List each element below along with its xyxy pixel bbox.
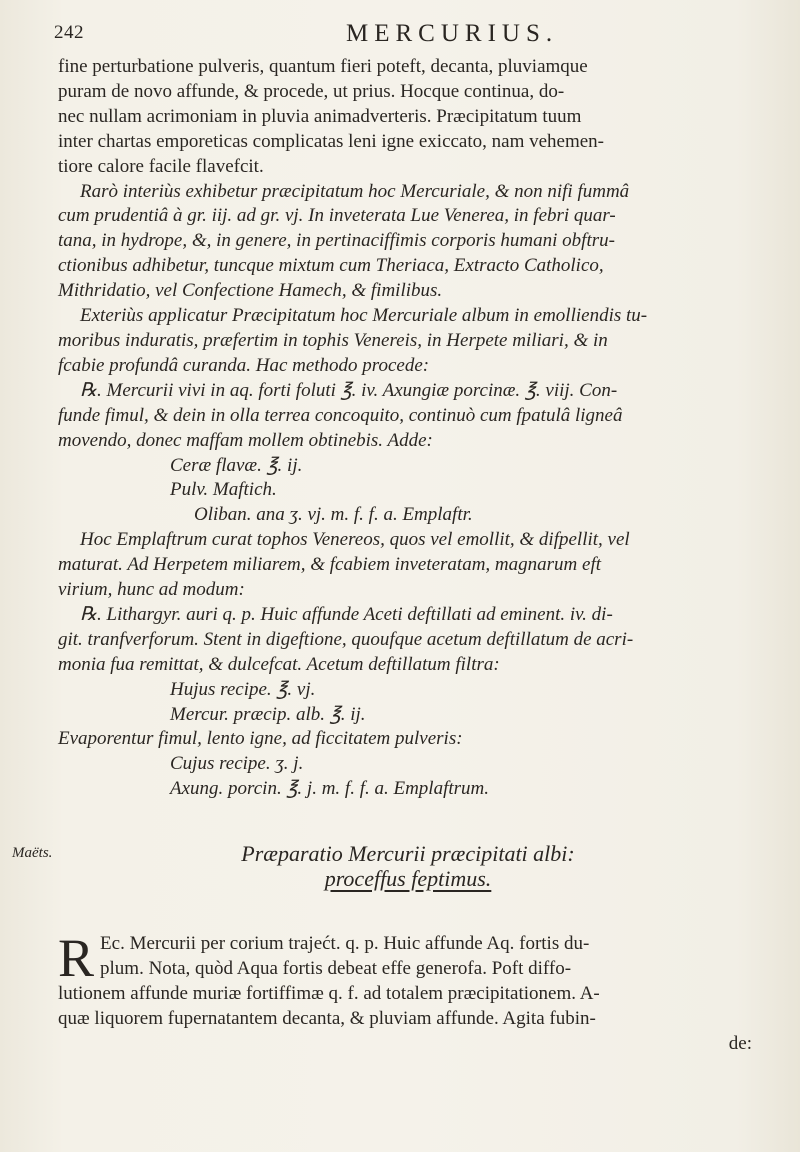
italic-line: tana, in hydrope, &, in genere, in pertinaciffimis corporis humani obftru- (58, 230, 615, 252)
italic-line: cum prudentiâ à gr. iij. ad gr. vj. In inveterata Lue Venerea, in febri quar- (58, 205, 616, 227)
text-line: puram de novo affunde, & procede, ut prius. Hocque continua, do- (58, 80, 565, 102)
italic-line: ctionibus adhibetur, tuncque mixtum cum Theriaca, Extracto Catholico, (58, 255, 604, 277)
text-line: inter chartas emporeticas complicatas leni igne exiccato, nam vehemen- (58, 130, 605, 152)
italic-line: Exteriùs applicatur Præcipitatum hoc Mercuriale album in emolliendis tu- (80, 305, 648, 327)
italic-line: monia fua remittat, & dulcefcat. Acetum deftillatum filtra: (58, 653, 500, 675)
italic-line: git. tranfverforum. Stent in digeftione, quoufque acetum deftillatum de acri- (58, 628, 634, 650)
text-line: nec nullam acrimoniam in pluvia animadverteris. Præcipitatum tuum (58, 105, 582, 127)
italic-line: fcabie profundâ curanda. Hac methodo procede: (58, 354, 430, 376)
recipe-ingredient: Axung. porcin. ℥. j. m. f. f. a. Emplaftrum. (170, 778, 490, 800)
section-title-line2: proceffus feptimus. (324, 866, 492, 892)
recipe-ingredient: Oliban. ana ʒ. vj. m. f. f. a. Emplaftr. (194, 504, 473, 526)
text-line: lutionem affunde muriæ fortiffimæ q. f. ad totalem præcipitationem. A- (58, 982, 600, 1004)
drop-cap: R (58, 928, 95, 988)
italic-line: moribus induratis, præfertim in tophis Venereis, in Herpete miliari, & in (58, 329, 608, 351)
page-number: 242 (54, 22, 84, 43)
italic-line: movendo, donec maffam mollem obtinebis. Adde: (58, 429, 433, 451)
text-line: quæ liquorem fupernatantem decanta, & pluviam affunde. Agita fubin- (58, 1007, 596, 1029)
recipe-ingredient: Pulv. Maftich. (170, 479, 277, 501)
italic-line: Rarò interiùs exhibetur præcipitatum hoc Mercuriale, & non nifi fummâ (80, 180, 630, 202)
italic-line: Evaporentur fimul, lento igne, ad ficcitatem pulveris: (58, 728, 463, 750)
recipe-ingredient: Mercur. præcip. alb. ℥. ij. (170, 703, 366, 725)
italic-line: funde fimul, & dein in olla terrea concoquito, continuò cum fpatulâ ligneâ (58, 404, 623, 426)
italic-line: virium, hunc ad modum: (58, 579, 245, 601)
recipe-ingredient: Hujus recipe. ℥. vj. (170, 678, 316, 700)
section-title (58, 842, 758, 892)
recipe-line: ℞. Mercurii vivi in aq. forti foluti ℥. iv. Axungiæ porcinæ. ℥. viij. Con- (80, 379, 618, 401)
italic-line: Hoc Emplaftrum curat tophos Venereos, quos vel emollit, & difpellit, vel (80, 529, 630, 551)
text-line: plum. Nota, quòd Aqua fortis debeat effe generofa. Poft diffo- (100, 957, 572, 979)
text-line: fine perturbatione pulveris, quantum fieri poteft, decanta, pluviamque (58, 56, 588, 77)
final-paragraph (58, 928, 758, 1057)
page-body (58, 55, 758, 1057)
text-line: de: (728, 1032, 752, 1054)
italic-line: Mithridatio, vel Confectione Hamech, & fimilibus. (58, 280, 443, 302)
recipe-ingredient: Cujus recipe. ʒ. j. (170, 753, 304, 775)
recipe-line: ℞. Lithargyr. auri q. p. Huic affunde Aceti deftillati ad eminent. iv. di- (80, 603, 613, 625)
recipe-ingredient: Ceræ flavæ. ℥. ij. (170, 454, 303, 476)
page-header (54, 22, 754, 52)
margin-note: Maëts. (12, 845, 53, 861)
text-line: tiore calore facile flavefcit. (58, 155, 264, 177)
italic-line: maturat. Ad Herpetem miliarem, & fcabiem inveteratam, magnarum eft (58, 554, 602, 576)
section-title-line1: Præparatio Mercurii præcipitati albi: (241, 841, 575, 867)
running-head: MERCURIUS. (346, 20, 559, 47)
text-line: Ec. Mercurii per corium trajećt. q. p. Huic affunde Aq. fortis du- (100, 933, 590, 954)
